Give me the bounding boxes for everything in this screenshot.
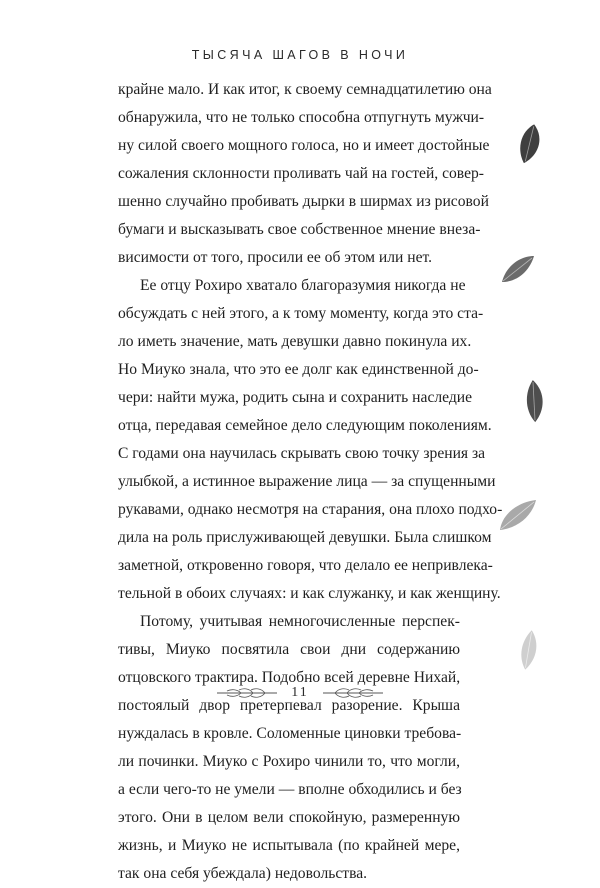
ornament-right-icon [321, 686, 385, 700]
text-line: так она себя убеждала) недовольства. [118, 865, 368, 882]
page-number: 11 [291, 685, 309, 700]
ornament-left-icon [215, 686, 279, 700]
text-line: тивы, Миуко посвятила свои дни содержанию [118, 641, 460, 658]
text-line: ну силой своего мощного голоса, но и имеет достойные [118, 137, 490, 154]
running-title: ТЫСЯЧА ШАГОВ В НОЧИ [191, 48, 409, 62]
text-line: этого. Они в целом вели спокойную, размеренную [118, 809, 460, 826]
text-line: Ее отцу Рохиро хватало благоразумия никогда не [140, 277, 466, 294]
text-line: С годами она научилась скрывать свою точку зрения за [118, 445, 486, 462]
text-line: обнаружила, что не только способна отпугнуть мужчи- [118, 109, 485, 126]
text-line: заметной, откровенно говоря, что делало ее непривлека- [118, 557, 493, 574]
text-line: крайне мало. И как итог, к своему семнадцатилетию она [118, 81, 492, 98]
text-line: Но Миуко знала, что это ее долг как единственной до- [118, 361, 479, 378]
text-line: обсуждать с ней этого, а к тому моменту, когда это ста- [118, 305, 484, 322]
text-line: отца, передавая семейное дело следующим поколениям. [118, 417, 492, 434]
text-line: постоялый двор претерпевал разорение. Крыша [118, 697, 460, 714]
text-line: тельной в обоих случаях: и как служанку, и как женщину. [118, 585, 501, 602]
leaf-icon [496, 496, 540, 534]
text-line: чери: найти мужа, родить сына и сохранить наследие [118, 389, 473, 406]
text-line: бумаги и высказывать свое собственное мнение внеза- [118, 221, 481, 238]
text-line: шенно случайно пробивать дырки в ширмах из рисовой [118, 193, 489, 210]
body-text [118, 76, 503, 888]
text-line: висимости от того, просили ее об этом или нет. [118, 249, 433, 266]
text-line: ли починки. Миуко с Рохиро чинили то, что могли, [118, 753, 460, 770]
text-line: рукавами, однако несмотря на старания, она плохо подхо- [118, 501, 503, 518]
text-line: жизнь, и Миуко не испытывала (по крайней мере, [118, 837, 460, 854]
text-line: улыбкой, а истинное выражение лица — за спущенными [118, 473, 496, 490]
text-line: сожаления склонности проливать чай на гостей, совер- [118, 165, 484, 182]
leaf-icon [498, 252, 538, 286]
text-line: Потому, учитывая немногочисленные перспек- [140, 613, 460, 630]
leaf-icon [514, 628, 544, 672]
text-line: ло иметь значение, мать девушки давно покинула их. [118, 333, 472, 350]
page-footer [0, 683, 600, 703]
text-line: дила на роль прислуживающей девушки. Была слишком [118, 529, 492, 546]
leaf-icon [520, 378, 550, 424]
text-line: нуждалась в кровле. Соломенные циновки требова- [118, 725, 462, 742]
leaf-icon [512, 122, 548, 166]
text-line: отцовского трактира. Подобно всей деревне Нихай, [118, 669, 461, 686]
text-line: а если чего-то не умели — вполне обходились и без [118, 781, 462, 798]
